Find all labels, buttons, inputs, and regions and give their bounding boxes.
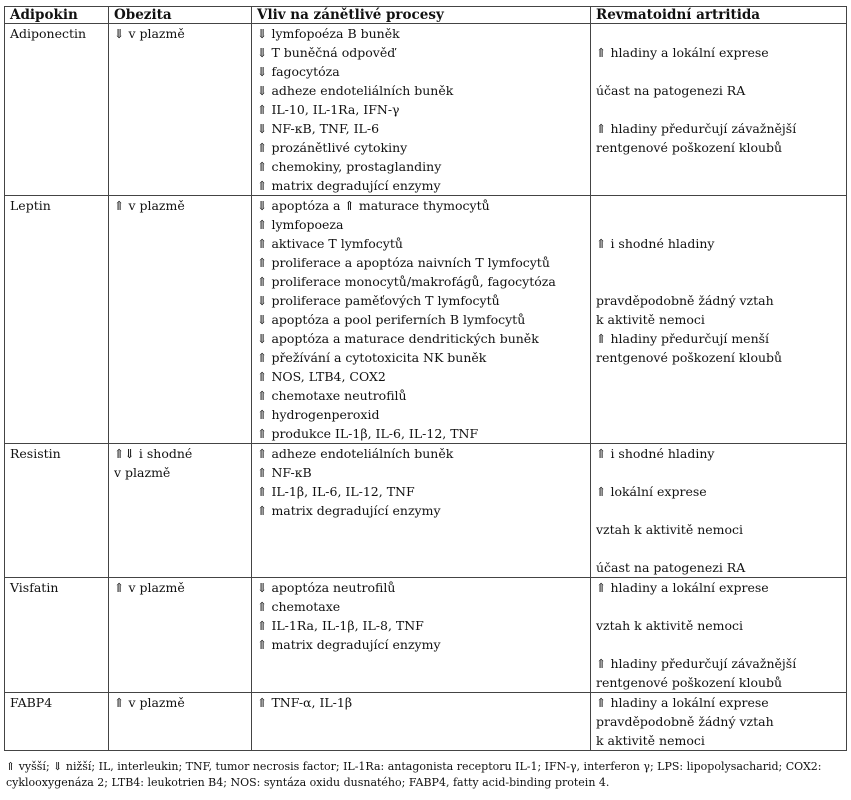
ra-line: rentgenové poškození kloubů [596,675,783,690]
ra-line [596,272,846,291]
obezita-line: ⇑ v plazmě [114,580,185,595]
vliv-line: ⇑ matrix degradující enzymy [257,637,441,652]
ra-line: ⇑ hladiny a lokální exprese [596,695,769,710]
vliv-line: ⇓ lymfopoéza B buněk [257,26,400,41]
adipokin-line: Resistin [10,446,61,461]
vliv-line: ⇓ apoptóza neutrofilů [257,580,396,595]
obezita-line: ⇑⇓ i shodné [114,446,193,461]
obezita-line: ⇑ v plazmě [114,695,185,710]
ra-cell [591,578,847,693]
ra-line: k aktivitě nemoci [596,312,705,327]
adipokin-cell [5,444,109,578]
ra-line [596,501,846,520]
vliv-cell [252,196,591,444]
vliv-cell [252,578,591,693]
ra-line [596,367,846,386]
header-vliv: Vliv na zánětlivé procesy [252,7,591,24]
vliv-line: ⇑ NOS, LTB4, COX2 [257,369,386,384]
vliv-line: ⇓ NF-κB, TNF, IL-6 [257,121,380,136]
vliv-line: ⇓ apoptóza a maturace dendritických buněk [257,331,539,346]
vliv-cell [252,24,591,196]
ra-line: ⇑ hladiny předurčují závažnější [596,656,797,671]
adipokin-cell [5,24,109,196]
vliv-line: ⇑ adheze endoteliálních buněk [257,446,454,461]
vliv-line: ⇑ produkce IL-1β, IL-6, IL-12, TNF [257,426,479,441]
ra-line [596,62,846,81]
vliv-cell [252,444,591,578]
table-body [5,24,847,751]
adipokin-cell [5,578,109,693]
ra-line: rentgenové poškození kloubů [596,140,783,155]
ra-line: ⇑ hladiny a lokální exprese [596,580,769,595]
obezita-line: ⇓ v plazmě [114,26,185,41]
vliv-cell [252,693,591,751]
vliv-line: ⇑ IL-1β, IL-6, IL-12, TNF [257,484,415,499]
adipokin-line: Visfatin [10,580,59,595]
ra-line: ⇑ i shodné hladiny [596,236,715,251]
vliv-line: ⇑ proliferace a apoptóza naivních T lymfocytů [257,255,550,270]
vliv-line: ⇑ chemotaxe [257,599,341,614]
ra-line: ⇑ lokální exprese [596,484,707,499]
vliv-line: ⇓ apoptóza a pool periferních B lymfocytů [257,312,526,327]
vliv-line: ⇑ matrix degradující enzymy [257,178,441,193]
obezita-cell [109,578,252,693]
vliv-line: ⇑ přežívání a cytotoxicita NK buněk [257,350,487,365]
header-obezita: Obezita [109,7,252,24]
ra-line [596,176,846,195]
vliv-line: ⇓ adheze endoteliálních buněk [257,83,454,98]
obezita-cell [109,693,252,751]
table-row-resistin [5,444,847,578]
ra-line [596,597,846,616]
vliv-line: ⇓ T buněčná odpověď [257,45,396,60]
vliv-line: ⇑ TNF-α, IL-1β [257,695,353,710]
ra-line [596,463,846,482]
ra-line: vztah k aktivitě nemoci [596,522,744,537]
table-row-adiponectin [5,24,847,196]
ra-line: k aktivitě nemoci [596,733,705,748]
vliv-line: ⇑ aktivace T lymfocytů [257,236,403,251]
adipokin-cell [5,196,109,444]
vliv-line: ⇓ apoptóza a ⇑ maturace thymocytů [257,198,490,213]
ra-line [596,424,846,443]
ra-line: rentgenové poškození kloubů [596,350,783,365]
ra-line [596,24,846,43]
ra-cell [591,196,847,444]
ra-line: ⇑ hladiny předurčují závažnější [596,121,797,136]
obezita-line: v plazmě [114,465,171,480]
adipokin-cell [5,693,109,751]
header-adipokin: Adipokin [5,7,109,24]
vliv-line: ⇑ hydrogenperoxid [257,407,380,422]
ra-line: účast na patogenezi RA [596,83,746,98]
table-footnote: ⇑ vyšší; ⇓ nižší; IL, interleukin; TNF, tumor necrosis factor; IL-1Ra: antagonista receptoru IL-1; IFN-γ, interferon γ; LPS: lipopolysacharid; COX2: cyklooxygenáza 2; LTB4: leukotrien B4; NOS: syntáza oxidu dusnatého; FABP4, fatty acid-binding protein 4. [6,760,822,789]
ra-line [596,386,846,405]
vliv-line: ⇑ chemokiny, prostaglandiny [257,159,442,174]
obezita-cell [109,444,252,578]
ra-line: pravděpodobně žádný vztah [596,714,774,729]
ra-line [596,539,846,558]
adipokin-table [4,6,847,751]
obezita-cell [109,24,252,196]
ra-cell [591,24,847,196]
ra-line: ⇑ i shodné hladiny [596,446,715,461]
ra-cell [591,444,847,578]
ra-line: ⇑ hladiny a lokální exprese [596,45,769,60]
table-row-leptin [5,196,847,444]
vliv-line: ⇑ chemotaxe neutrofilů [257,388,407,403]
table-row-visfatin [5,578,847,693]
vliv-line: ⇓ fagocytóza [257,64,340,79]
table-header-row [5,7,847,24]
header-ra: Revmatoidní artritida [591,7,847,24]
ra-line: účast na patogenezi RA [596,560,746,575]
adipokin-line: Adiponectin [10,26,87,41]
obezita-line: ⇑ v plazmě [114,198,185,213]
vliv-line: ⇑ proliferace monocytů/makrofágů, fagocytóza [257,274,556,289]
ra-line [596,405,846,424]
adipokin-line: Leptin [10,198,51,213]
ra-line [596,196,846,215]
ra-line [596,157,846,176]
ra-line [596,253,846,272]
vliv-line: ⇑ matrix degradující enzymy [257,503,441,518]
vliv-line: ⇑ lymfopoeza [257,217,344,232]
vliv-line: ⇑ IL-1Ra, IL-1β, IL-8, TNF [257,618,424,633]
ra-line: pravděpodobně žádný vztah [596,293,774,308]
ra-line [596,635,846,654]
vliv-line: ⇑ NF-κB [257,465,312,480]
vliv-line: ⇓ proliferace paměťových T lymfocytů [257,293,500,308]
ra-line: ⇑ hladiny předurčují menší [596,331,770,346]
obezita-cell [109,196,252,444]
vliv-line: ⇑ prozánětlivé cytokiny [257,140,408,155]
ra-line [596,100,846,119]
vliv-line: ⇑ IL-10, IL-1Ra, IFN-γ [257,102,400,117]
ra-cell [591,693,847,751]
ra-line: vztah k aktivitě nemoci [596,618,744,633]
table-row-fabp4 [5,693,847,751]
ra-line [596,215,846,234]
adipokin-line: FABP4 [10,695,53,710]
